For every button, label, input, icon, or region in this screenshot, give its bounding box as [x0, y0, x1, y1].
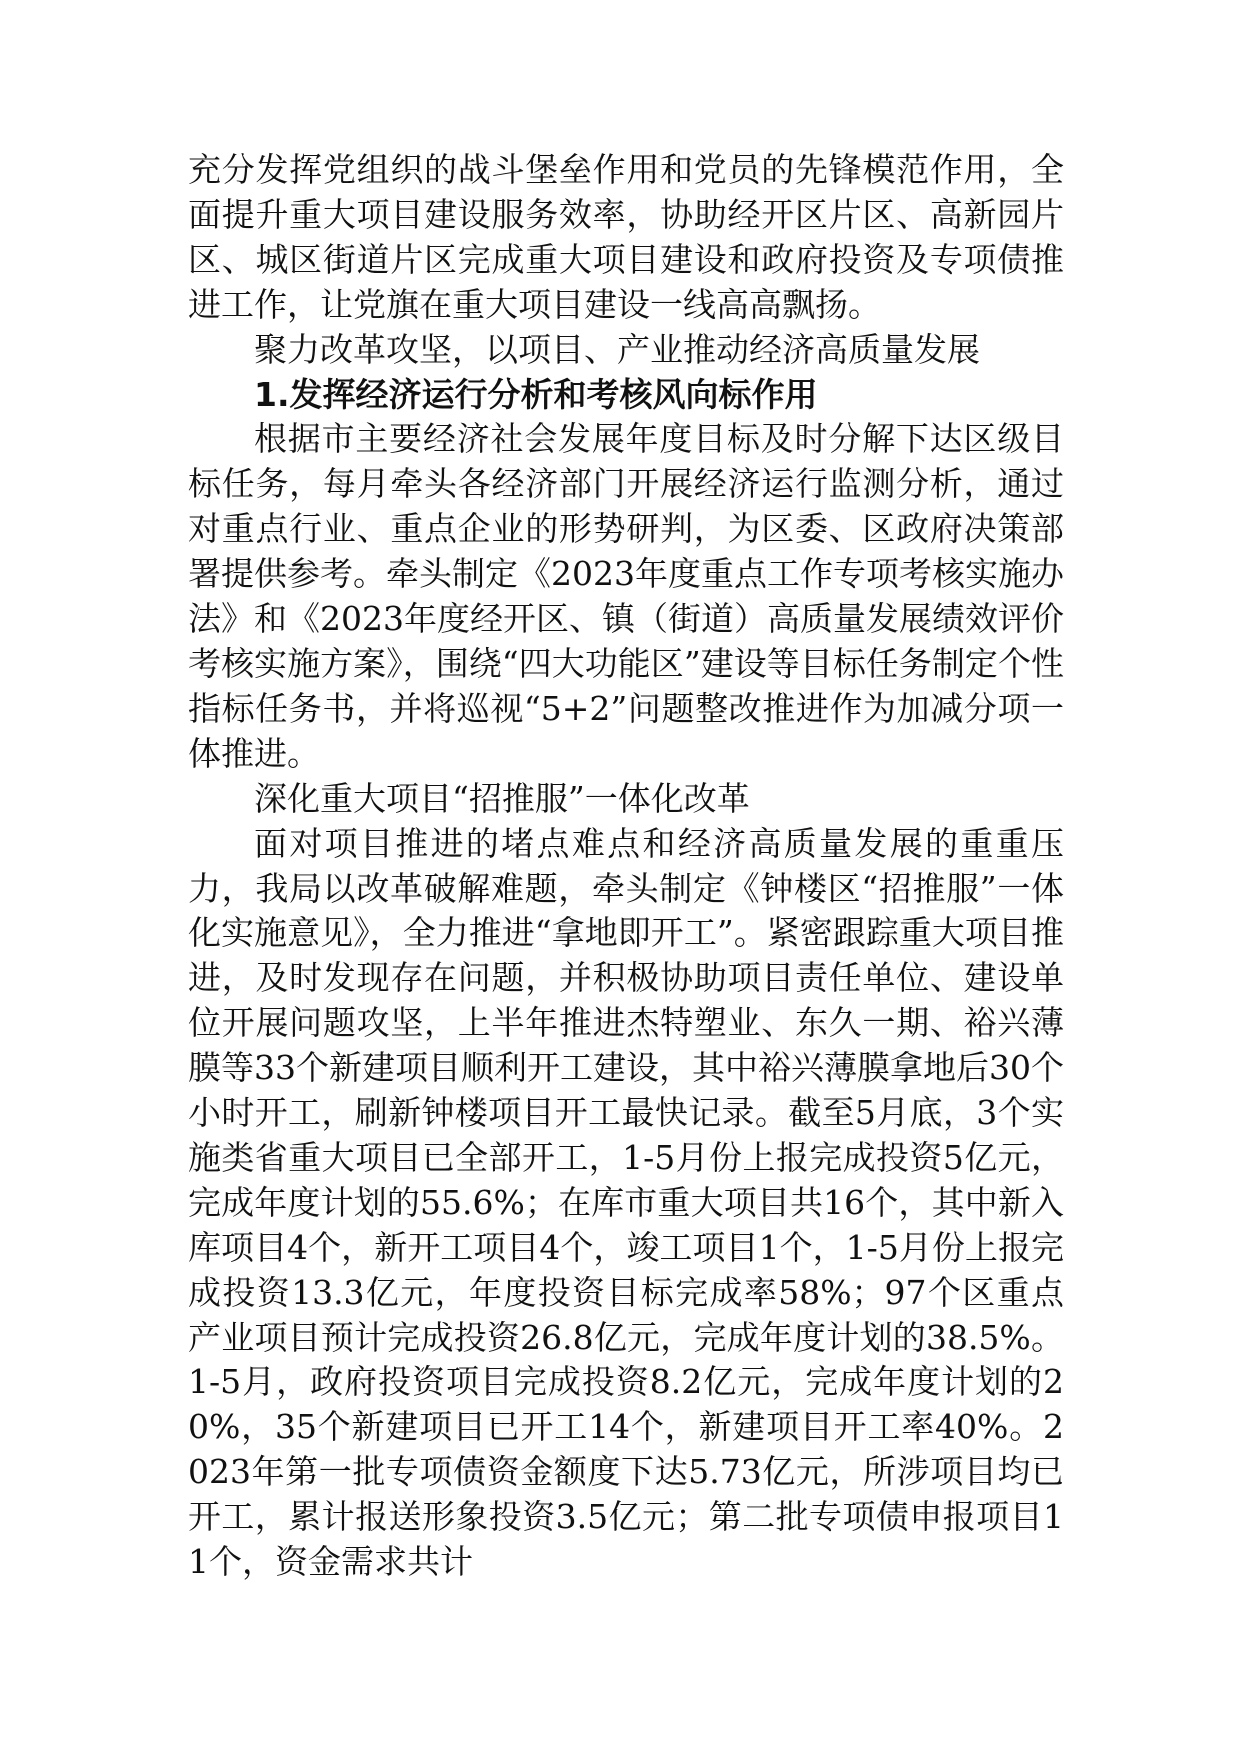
subheading-reform: 深化重大项目“招推服”一体化改革 [254, 778, 750, 818]
paragraph-party-role: 充分发挥党组织的战斗堡垒作用和党员的先锋模范作用，全面提升重大项目建设服务效率，协助经开区片区、高新园片区、城区街道片区完成重大项目建设和政府投资及专项债推进工作，让党旗在重大项目建设一线高高飘扬。 [188, 150, 1064, 324]
paragraph-economic-analysis: 根据市主要经济社会发展年度目标及时分解下达区级目标任务，每月牵头各经济部门开展经济运行监测分析，通过对重点行业、重点企业的形势研判，为区委、区政府决策部署提供参考。牵头制定《2023年度重点工作专项考核实施办法》和《2023年度经开区、镇（街道）高质量发展绩效评价考核实施方案》，围绕“四大功能区”建设等目标任务制定个性指标任务书，并将巡视“5+2”问题整改推进作为加减分项一体推进。 [188, 419, 1064, 773]
heading-economic-analysis: 1.发挥经济运行分析和考核风向标作用 [254, 374, 818, 414]
document-page [188, 148, 1064, 1585]
paragraph-project-progress: 面对项目推进的堵点难点和经济高质量发展的重重压力，我局以改革破解难题，牵头制定《钟楼区“招推服”一体化实施意见》，全力推进“拿地即开工”。紧密跟踪重大项目推进，及时发现存在问题，并积极协助项目责任单位、建设单位开展问题攻坚，上半年推进杰特塑业、东久一期、裕兴薄膜等33个新建项目顺利开工建设，其中裕兴薄膜拿地后30个小时开工，刷新钟楼项目开工最快记录。截至5月底，3个实施类省重大项目已全部开工，1-5月份上报完成投资5亿元，完成年度计划的55.6%；在库市重大项目共16个，其中新入库项目4个，新开工项目4个，竣工项目1个，1-5月份上报完成投资13.3亿元，年度投资目标完成率58%；97个区重点产业项目预计完成投资26.8亿元，完成年度计划的38.5%。1-5月，政府投资项目完成投资8.2亿元，完成年度计划的20%，35个新建项目已开工14个，新建项目开工率40%。2023年第一批专项债资金额度下达5.73亿元，所涉项目均已开工，累计报送形象投资3.5亿元；第二批专项债申报项目11个，资金需求共计 [188, 823, 1064, 1582]
section-title: 聚力改革攻坚，以项目、产业推动经济高质量发展 [254, 329, 980, 369]
